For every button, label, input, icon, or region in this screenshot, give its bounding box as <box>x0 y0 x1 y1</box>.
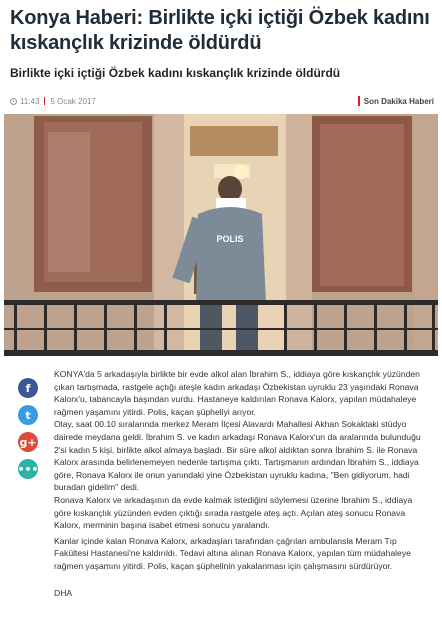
news-photo <box>4 114 438 356</box>
article-paragraph: Kanlar içinde kalan Ronava Kalorx, arkadaşları tarafından çağrılan ambulansla Meram Tıp Fakültesi Hastanesi'ne kaldırıldı. Tedavi altına alınan Ronava Kalorx, yapılan tüm müdahaleye rağmen yaşamını yitirdi. Polis, kaçan şüphelinin yakalanması için çalışmasını sürdürüyor. <box>54 535 411 571</box>
twitter-icon: t <box>25 408 31 422</box>
article-meta <box>10 94 434 108</box>
article-paragraph: Ronava Kalorx ve arkadaşının da evde kalmak istediğini söylemesi üzerine İbrahim S., iddiaya göre kıskançlık yüzünden evden çıktığı sırada rastgele ateş açtı. Açılan ateş sonucu Ronava Kalorx, merminin başına isabet etmesi sonucu yaralandı. <box>54 494 413 531</box>
twitter-share-button[interactable] <box>18 405 38 425</box>
more-share-button[interactable] <box>18 459 38 479</box>
facebook-share-button[interactable] <box>18 378 38 398</box>
news-agency-credit: DHA <box>54 587 73 598</box>
facebook-icon: f <box>25 381 31 395</box>
article-paragraph: KONYA'da 5 arkadaşıyla birlikte bir evde alkol alan İbrahim S., iddiaya göre kıskançlık yüzünden çıkan tartışmada, rastgele açtığı ateşle kadın arkadaşı Özbekistan uyruklu 23 yaşındaki Ronava Kalorx'u, tabancayla başından vurdu. Hastaneye kaldırılan Ronava Kalorx, yapılan müdahaleye rağmen yaşamını yitirdi. Polis, kaçan şüpheliyi arıyor. <box>54 369 420 417</box>
more-icon: ••• <box>17 462 39 476</box>
article-paragraph: Olay, saat 00.10 sıralarında merkez Meram İlçesi Alavardı Mahallesi Akhan Sokaktaki stüdyo dairede meydana geldi. İbrahim S. ve kadın arkadaşı Ronava Kalorx'un da aralarında bulunduğu 2'si kadın 5 kişi, birlikte alkol almaya başladı. Bir süre alkol aldıktan sonra İbrahim S. ile Ronava Kalorx arasında belirlenemeyen nedenle tartışma çıktı. Tartışmanın ardından İbrahim S., iddiaya göre, Ronava Kalorx ile onun yanındaki yine Özbekistan uyruklu kadına, "Ben gidiyorum, hadi buradan gidelim" dedi. <box>54 419 421 493</box>
article-body <box>54 368 430 599</box>
vest-text: POLIS <box>216 234 244 244</box>
googleplus-share-button[interactable] <box>18 432 38 452</box>
clock-icon <box>10 98 17 105</box>
source-marker <box>358 96 360 106</box>
publish-date: 5 Ocak 2017 <box>50 96 96 106</box>
googleplus-icon: g+ <box>19 435 37 449</box>
page-title: Konya Haberi: Birlikte içki içtiği Özbek kadını kıskançlık krizinde öldürdü <box>10 7 430 54</box>
crime-scene-photo <box>4 114 438 356</box>
meta-divider <box>44 97 45 105</box>
source-link[interactable] <box>358 96 434 106</box>
publish-time: 11:43 <box>20 96 40 106</box>
source-label: Son Dakika Haberi <box>363 96 434 106</box>
share-bar <box>18 378 40 486</box>
subheadline: Birlikte içki içtiği Özbek kadını kıskançlık krizinde öldürdü <box>10 66 341 80</box>
